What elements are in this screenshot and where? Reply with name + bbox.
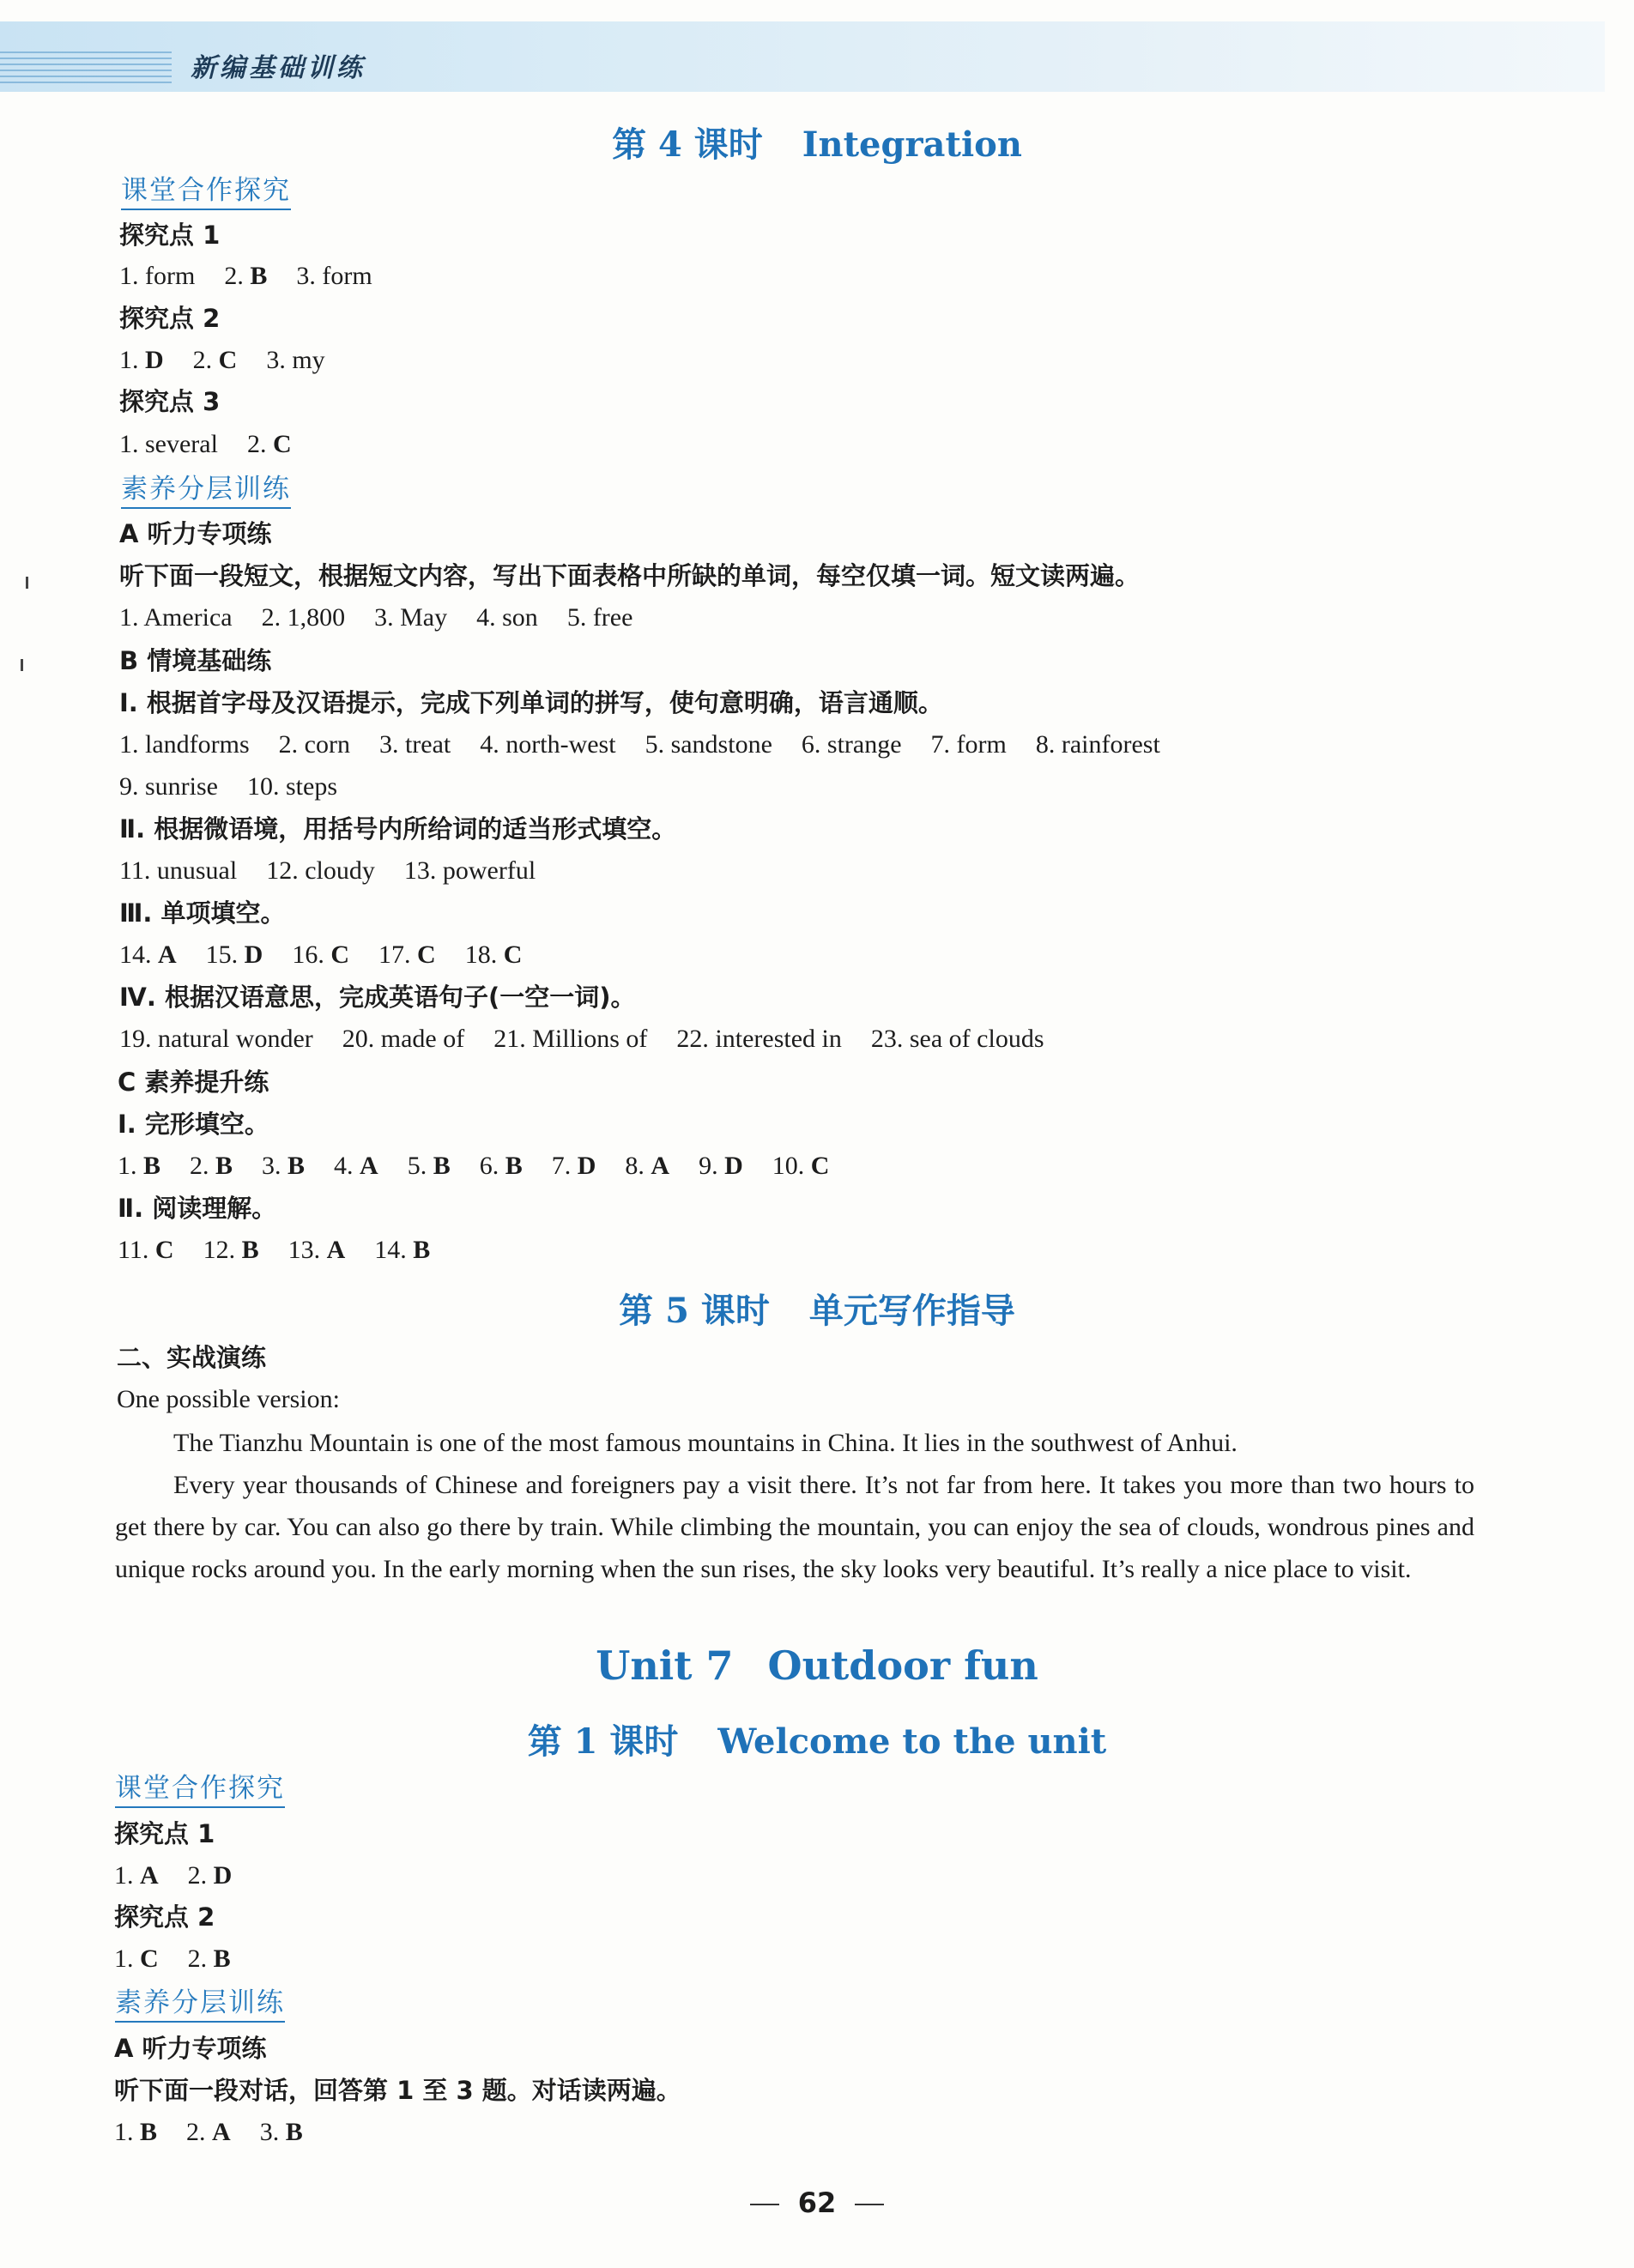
answer: 2. B: [190, 1152, 233, 1180]
instruction: Ⅳ. 根据汉语意思，完成英语句子(一空一词)。: [119, 983, 636, 1012]
answer: 5. sandstone: [645, 730, 772, 759]
banner-decoration: [0, 51, 172, 86]
answer: 4. A: [334, 1152, 378, 1180]
answer: 3. treat: [378, 730, 451, 759]
answer: 13. A: [287, 1236, 346, 1264]
section-tag: 课堂合作探究: [115, 1772, 285, 1808]
unit7-lesson-en: Welcome to the unit: [717, 1721, 1107, 1762]
answer: 19. natural wonder: [119, 1025, 313, 1053]
answer: 3. B: [262, 1152, 306, 1180]
unit7-title-b: Outdoor fun: [767, 1642, 1038, 1689]
lesson4-heading: [0, 118, 1634, 166]
answer-row: [119, 729, 1189, 761]
answer: 16. C: [292, 940, 350, 969]
answer: 1. landforms: [119, 730, 250, 759]
answer: 3. B: [259, 2118, 303, 2146]
part-title: A 听力专项练: [114, 2034, 267, 2063]
answer: 2. C: [192, 346, 238, 374]
essay-paragraph: The Tianzhu Mountain is one of the most famous mountains in China. It lies in the southwest of Anhui.: [173, 1429, 1238, 1457]
answer: 2. B: [224, 262, 268, 290]
answer: 11. unusual: [119, 856, 238, 885]
essay-intro: One possible version:: [117, 1385, 340, 1413]
lesson4-title-en: Integration: [802, 124, 1022, 165]
section-tag: 素养分层训练: [121, 473, 291, 509]
answer: 14. A: [119, 940, 177, 969]
dash-right: [855, 2204, 884, 2205]
answer: 6. B: [479, 1152, 523, 1180]
answer: 2. A: [186, 2118, 231, 2146]
unit7-lesson-cn: 第 1 课时: [527, 1721, 679, 1762]
answer-row: [119, 771, 366, 803]
answer: 8. rainforest: [1035, 730, 1160, 759]
answer: 4. son: [476, 603, 538, 632]
answer: 7. D: [551, 1152, 596, 1180]
answer: 1. America: [119, 603, 233, 632]
essay-body: [115, 1422, 1474, 1590]
section-heading: 二、实战演练: [117, 1343, 267, 1372]
answer-row: [118, 1234, 459, 1267]
answer-row: [119, 855, 565, 887]
answer: 1. A: [114, 1861, 159, 1890]
instruction: Ⅰ. 完形填空。: [118, 1110, 269, 1139]
page-number-text: 62: [797, 2186, 837, 2219]
answer: 9. D: [699, 1152, 743, 1180]
answer: 17. C: [378, 940, 436, 969]
answer-row: [118, 1150, 858, 1182]
answer: 12. B: [203, 1236, 259, 1264]
answer: 1. several: [119, 430, 218, 458]
answer-row: [119, 260, 402, 293]
answer: 2. D: [187, 1861, 233, 1890]
point-label: 探究点 2: [119, 304, 221, 333]
answer: 12. cloudy: [266, 856, 375, 885]
answer: 1. B: [118, 1152, 161, 1180]
answer: 11. C: [118, 1236, 174, 1264]
answer: 3. form: [296, 262, 372, 290]
essay-paragraph: Every year thousands of Chinese and foreigners pay a visit there. It’s not far from here. It takes you more than two hours to get there by car. You can also go there by train. While climbing the mountain, you can enjoy the sea of clouds, wondrous pines and unique rocks around you. In the early morning when the sun rises, the sky looks very beautiful. It’s really a nice place to visit.: [115, 1471, 1474, 1583]
answer: 6. strange: [801, 730, 902, 759]
answer: 14. B: [374, 1236, 431, 1264]
answer: 1. B: [114, 2118, 158, 2146]
answer: 2. C: [246, 430, 292, 458]
dash-left: [750, 2204, 779, 2205]
answer: 20. made of: [342, 1025, 465, 1053]
answer-row: [119, 1023, 1074, 1055]
answer: 10. C: [772, 1152, 830, 1180]
answer: 1. D: [119, 346, 164, 374]
answer: 7. form: [930, 730, 1007, 759]
lesson5-heading: [0, 1284, 1634, 1333]
margin-mark: [26, 577, 28, 589]
answer-row: [119, 939, 551, 971]
page-number: [0, 2186, 1634, 2219]
answer: 23. sea of clouds: [870, 1025, 1044, 1053]
answer: 5. free: [566, 603, 633, 632]
point-label: 探究点 1: [114, 1819, 215, 1848]
instruction: Ⅲ. 单项填空。: [119, 898, 286, 928]
answer: 9. sunrise: [119, 772, 218, 801]
answer: 15. D: [205, 940, 263, 969]
instruction: Ⅱ. 阅读理解。: [118, 1194, 277, 1223]
instruction: Ⅱ. 根据微语境，用括号内所给词的适当形式填空。: [119, 814, 677, 844]
answer-row: [119, 344, 354, 377]
answer-row: [114, 1860, 261, 1892]
answer: 3. May: [374, 603, 448, 632]
unit7-title-a: Unit 7: [596, 1642, 734, 1689]
answer: 2. corn: [278, 730, 350, 759]
series-title: 新编基础训练: [191, 53, 366, 83]
answer-row: [119, 428, 321, 461]
answer: 5. B: [407, 1152, 451, 1180]
answer: 3. my: [266, 346, 325, 374]
answer: 1. C: [114, 1944, 159, 1973]
margin-mark: [21, 659, 23, 671]
part-title: B 情境基础练: [119, 646, 272, 675]
part-title: A 听力专项练: [119, 519, 272, 548]
answer: 10. steps: [247, 772, 337, 801]
unit7-lesson1-heading: [0, 1715, 1634, 1763]
point-label: 探究点 1: [119, 221, 221, 250]
point-label: 探究点 3: [119, 387, 221, 416]
part-title: C 素养提升练: [118, 1067, 269, 1097]
lesson5-title-cn: 第 5 课时: [619, 1291, 770, 1331]
lesson4-title-cn: 第 4 课时: [612, 124, 763, 165]
section-tag: 素养分层训练: [115, 1987, 285, 2023]
instruction: Ⅰ. 根据首字母及汉语提示，完成下列单词的拼写，使句意明确，语言通顺。: [119, 688, 943, 717]
instruction: 听下面一段对话，回答第 1 至 3 题。对话读两遍。: [114, 2076, 681, 2105]
answer-row: [114, 2116, 332, 2149]
unit7-heading: [0, 1642, 1634, 1689]
answer: 1. form: [119, 262, 196, 290]
answer: 2. 1,800: [261, 603, 346, 632]
answer-row: [114, 1943, 260, 1975]
lesson5-title-cn2: 单元写作指导: [808, 1291, 1015, 1331]
instruction: 听下面一段短文，根据短文内容，写出下面表格中所缺的单词，每空仅填一词。短文读两遍。: [119, 561, 1141, 590]
answer: 4. north-west: [480, 730, 616, 759]
answer: 13. powerful: [403, 856, 536, 885]
answer: 21. Millions of: [493, 1025, 648, 1053]
answer-row: [119, 602, 662, 634]
point-label: 探究点 2: [114, 1902, 215, 1932]
answer: 2. B: [187, 1944, 231, 1973]
answer: 18. C: [464, 940, 523, 969]
section-tag: 课堂合作探究: [121, 174, 291, 210]
answer: 22. interested in: [676, 1025, 842, 1053]
answer: 8. A: [625, 1152, 670, 1180]
